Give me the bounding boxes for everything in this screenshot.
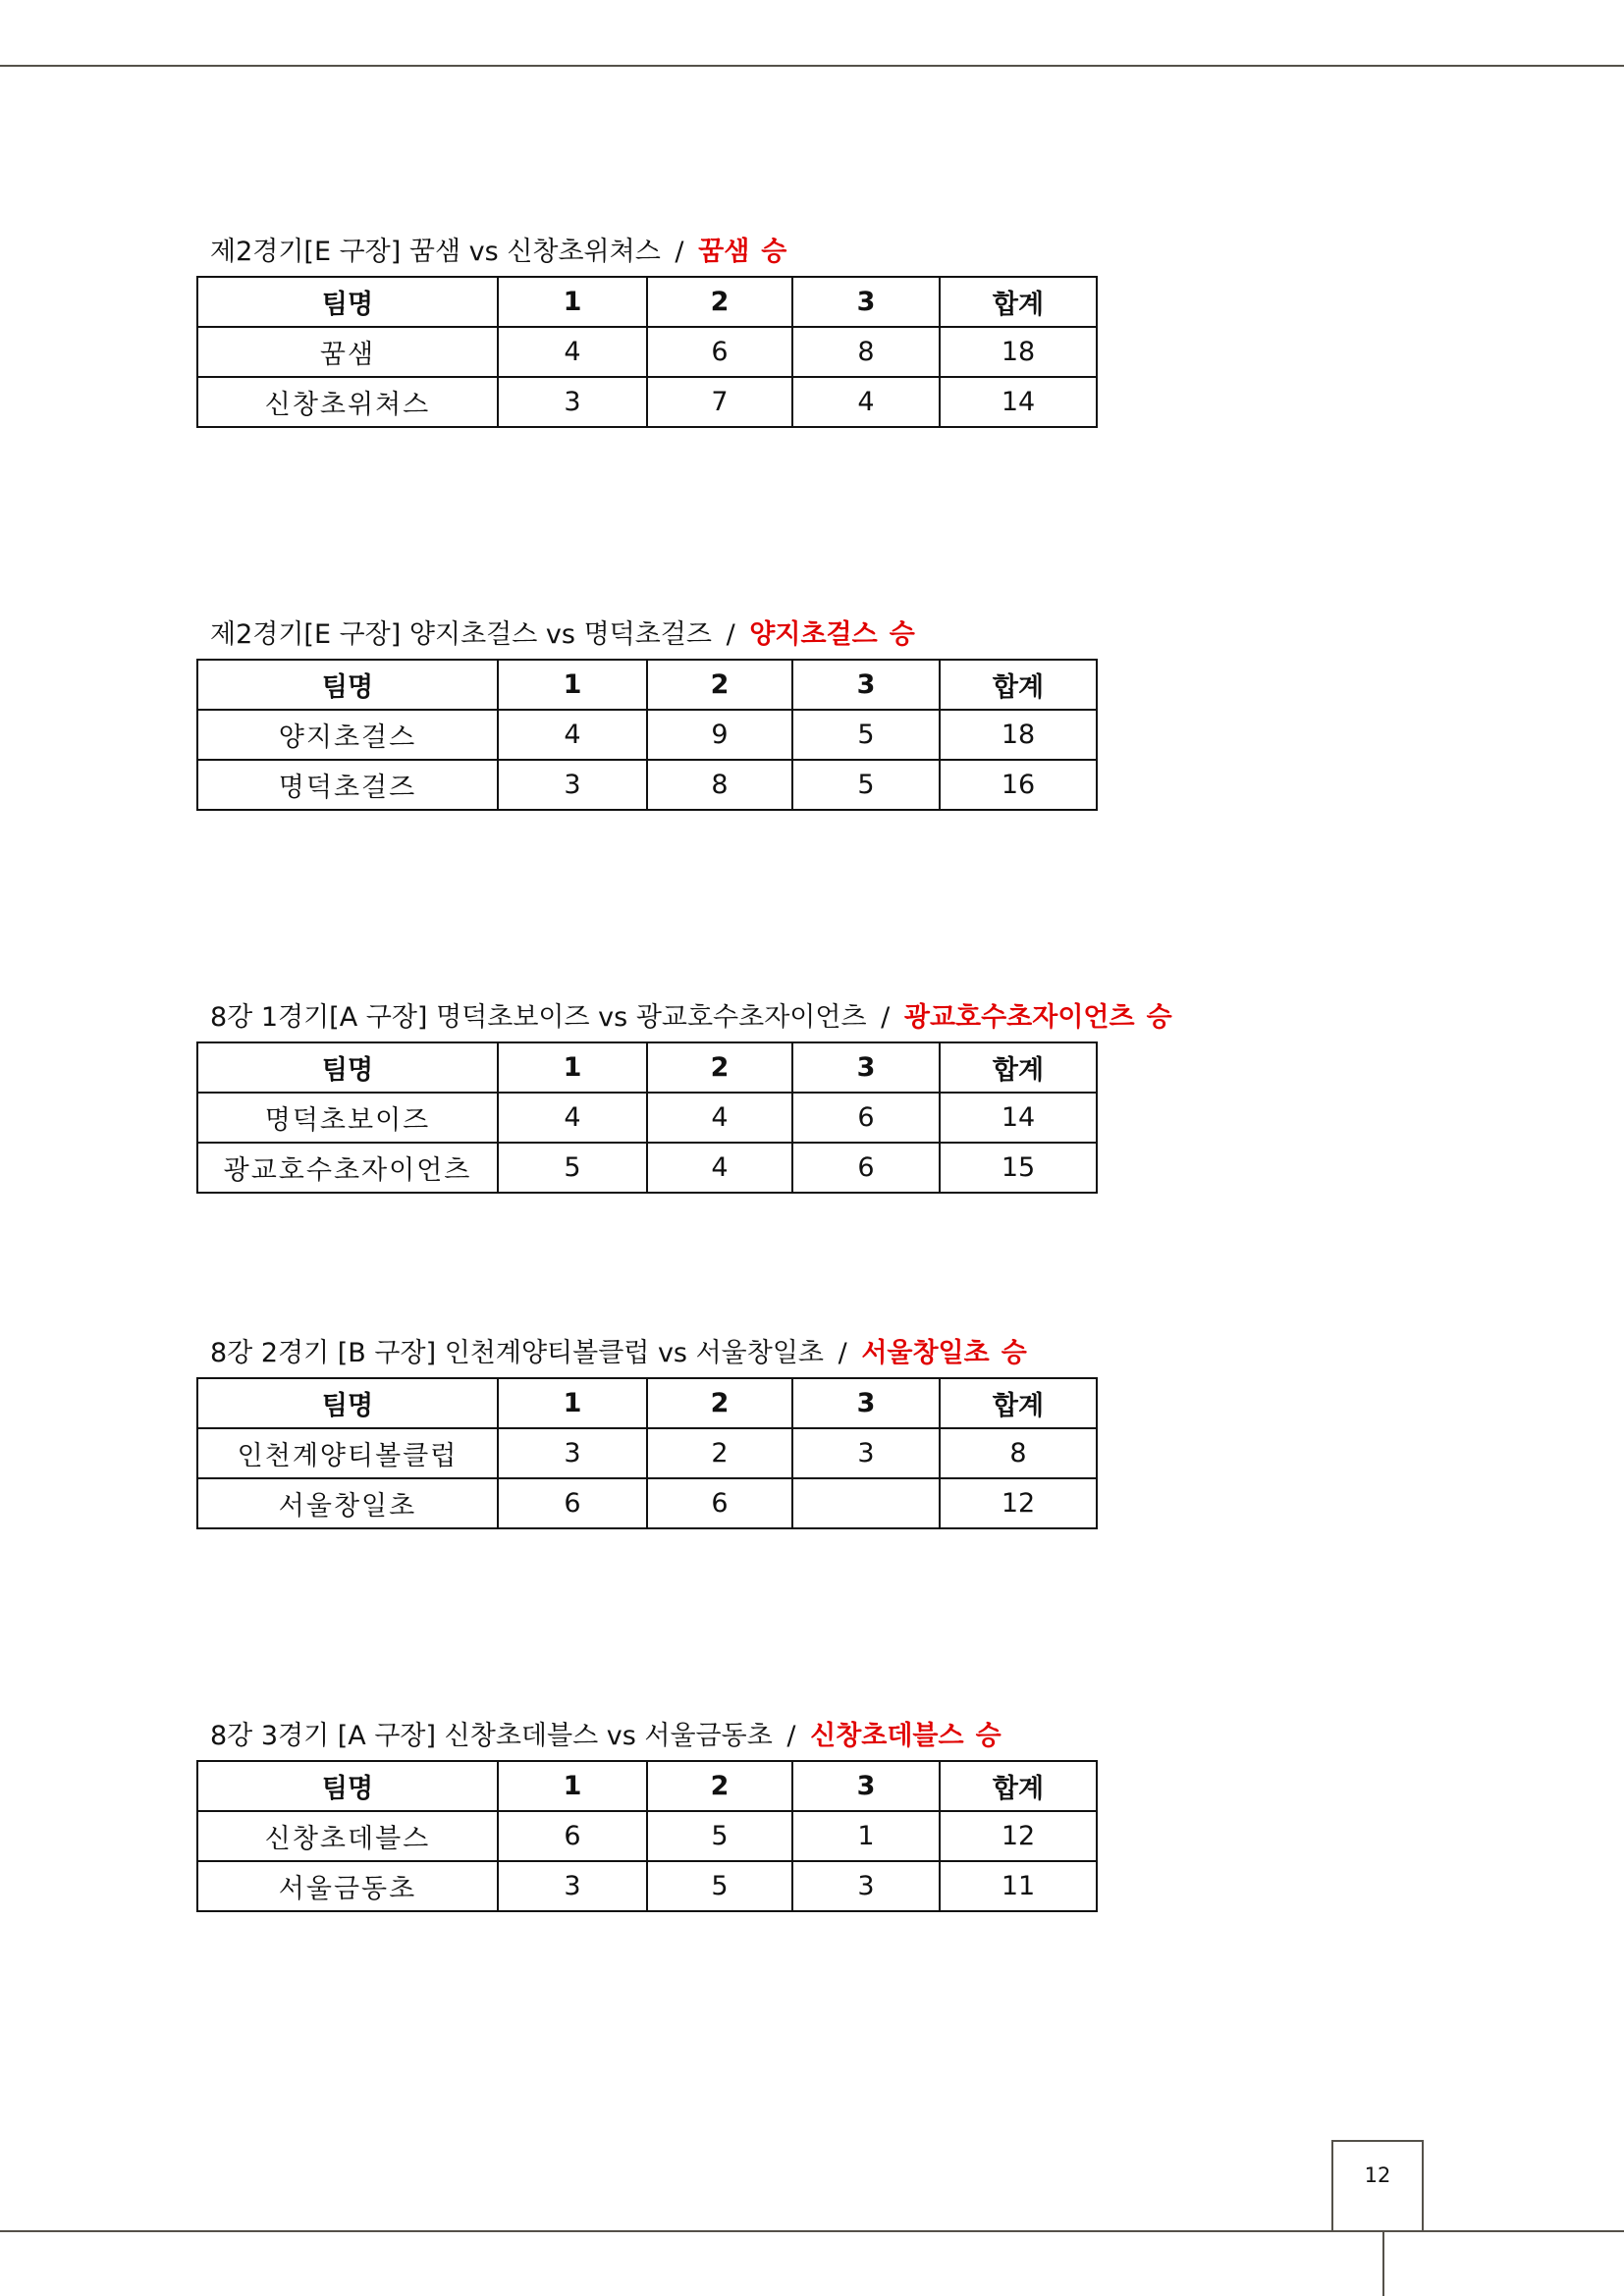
score-cell: 6	[792, 1143, 940, 1193]
header-team: 팀명	[197, 1042, 498, 1093]
score-cell: 6	[498, 1811, 647, 1861]
total-cell: 12	[940, 1811, 1097, 1861]
score-cell: 1	[792, 1811, 940, 1861]
win-label: 승	[975, 1721, 1001, 1751]
header-inning-3: 3	[792, 660, 940, 710]
team-cell: 광교호수초자이언츠	[197, 1143, 498, 1193]
header-team: 팀명	[197, 1761, 498, 1811]
header-inning-2: 2	[647, 277, 792, 327]
header-inning-2: 2	[647, 1378, 792, 1428]
score-cell: 5	[647, 1811, 792, 1861]
separator: /	[786, 1721, 796, 1751]
score-cell: 8	[792, 327, 940, 377]
total-cell: 12	[940, 1478, 1097, 1528]
team-cell: 꿈샘	[197, 327, 498, 377]
score-cell: 5	[498, 1143, 647, 1193]
score-cell: 6	[792, 1093, 940, 1143]
total-cell: 14	[940, 1093, 1097, 1143]
score-cell: 5	[792, 710, 940, 760]
team-cell: 서울금동초	[197, 1861, 498, 1911]
team-a-name: 신창초데블스	[444, 1721, 599, 1751]
score-cell: 4	[647, 1093, 792, 1143]
win-label: 승	[1146, 1002, 1172, 1033]
header-inning-1: 1	[498, 660, 647, 710]
team-a-name: 꿈샘	[408, 237, 461, 267]
header-inning-1: 1	[498, 1761, 647, 1811]
total-cell: 11	[940, 1861, 1097, 1911]
table-row	[197, 377, 1097, 427]
total-cell: 15	[940, 1143, 1097, 1193]
score-cell: 3	[498, 1861, 647, 1911]
page-number-box	[1331, 2140, 1424, 2232]
total-cell: 16	[940, 760, 1097, 810]
table-header-row	[197, 660, 1097, 710]
score-cell: 4	[498, 1093, 647, 1143]
match-result	[698, 237, 786, 267]
winner-name: 신창초데블스	[810, 1721, 964, 1751]
score-cell: 5	[792, 760, 940, 810]
team-cell: 신창초위쳐스	[197, 377, 498, 427]
score-table	[196, 659, 1098, 811]
match-section	[196, 1337, 1098, 1529]
score-cell: 5	[647, 1861, 792, 1911]
table-row	[197, 1478, 1097, 1528]
team-cell: 명덕초보이즈	[197, 1093, 498, 1143]
table-row	[197, 760, 1097, 810]
team-cell: 명덕초걸즈	[197, 760, 498, 810]
team-cell: 양지초걸스	[197, 710, 498, 760]
win-label: 승	[761, 237, 787, 267]
vs-text: vs	[606, 1721, 636, 1751]
vs-text: vs	[657, 1338, 687, 1368]
match-title	[210, 236, 1098, 269]
match-title	[210, 618, 1098, 652]
vs-text: vs	[468, 237, 499, 267]
separator: /	[675, 237, 684, 267]
header-inning-2: 2	[647, 1042, 792, 1093]
header-total: 합계	[940, 1378, 1097, 1428]
winner-name: 양지초걸스	[749, 619, 878, 650]
score-cell: 4	[498, 710, 647, 760]
score-cell: 3	[498, 1428, 647, 1478]
team-b-name: 서울금동초	[644, 1721, 773, 1751]
team-b-name: 신창초위쳐스	[507, 237, 661, 267]
score-cell: 3	[792, 1428, 940, 1478]
header-total: 합계	[940, 660, 1097, 710]
score-table	[196, 276, 1098, 428]
score-cell: 4	[498, 327, 647, 377]
score-cell: 8	[647, 760, 792, 810]
match-title	[210, 1720, 1098, 1753]
score-cell: 3	[498, 760, 647, 810]
table-header-row	[197, 1761, 1097, 1811]
table-row	[197, 1861, 1097, 1911]
table-row	[197, 1143, 1097, 1193]
top-rule	[0, 65, 1624, 67]
match-result	[810, 1721, 1001, 1751]
match-label: 제2경기[E 구장]	[210, 619, 402, 650]
header-team: 팀명	[197, 660, 498, 710]
header-team: 팀명	[197, 277, 498, 327]
table-header-row	[197, 1378, 1097, 1428]
match-title	[210, 1001, 1172, 1035]
header-inning-3: 3	[792, 277, 940, 327]
table-header-row	[197, 277, 1097, 327]
score-cell: 2	[647, 1428, 792, 1478]
team-cell: 신창초데블스	[197, 1811, 498, 1861]
header-total: 합계	[940, 1042, 1097, 1093]
team-b-name: 서울창일초	[695, 1338, 825, 1368]
header-inning-3: 3	[792, 1042, 940, 1093]
winner-name: 꿈샘	[698, 237, 750, 267]
total-cell: 14	[940, 377, 1097, 427]
header-inning-2: 2	[647, 660, 792, 710]
score-cell: 3	[498, 377, 647, 427]
team-a-name: 양지초걸스	[408, 619, 538, 650]
match-result	[749, 619, 915, 650]
score-table	[196, 1377, 1098, 1529]
table-row	[197, 327, 1097, 377]
match-label: 8강 3경기 [A 구장]	[210, 1721, 437, 1751]
total-cell: 18	[940, 327, 1097, 377]
page-number: 12	[1364, 2163, 1391, 2187]
total-cell: 18	[940, 710, 1097, 760]
score-cell: 4	[792, 377, 940, 427]
header-inning-2: 2	[647, 1761, 792, 1811]
team-cell: 서울창일초	[197, 1478, 498, 1528]
win-label: 승	[889, 619, 915, 650]
separator: /	[838, 1338, 847, 1368]
header-inning-1: 1	[498, 277, 647, 327]
total-cell: 8	[940, 1428, 1097, 1478]
header-total: 합계	[940, 1761, 1097, 1811]
table-row	[197, 1428, 1097, 1478]
match-result	[861, 1338, 1027, 1368]
team-a-name: 명덕초보이즈	[436, 1002, 590, 1033]
vs-text: vs	[598, 1002, 628, 1033]
header-inning-1: 1	[498, 1378, 647, 1428]
header-total: 합계	[940, 277, 1097, 327]
page-number-stem	[1382, 2232, 1384, 2296]
winner-name: 광교호수초자이언츠	[903, 1002, 1135, 1033]
match-section	[196, 1720, 1098, 1912]
score-cell: 6	[647, 1478, 792, 1528]
score-table	[196, 1760, 1098, 1912]
match-label: 8강 2경기 [B 구장]	[210, 1338, 437, 1368]
team-b-name: 광교호수초자이언츠	[635, 1002, 867, 1033]
match-section	[196, 236, 1098, 428]
score-cell: 9	[647, 710, 792, 760]
match-title	[210, 1337, 1098, 1370]
header-inning-3: 3	[792, 1761, 940, 1811]
header-team: 팀명	[197, 1378, 498, 1428]
score-cell	[792, 1478, 940, 1528]
separator: /	[881, 1002, 891, 1033]
vs-text: vs	[545, 619, 575, 650]
match-result	[904, 1002, 1172, 1033]
separator: /	[726, 619, 735, 650]
score-cell: 3	[792, 1861, 940, 1911]
score-cell: 6	[647, 327, 792, 377]
team-a-name: 인천계양티볼클럽	[444, 1338, 650, 1368]
table-row	[197, 710, 1097, 760]
score-cell: 4	[647, 1143, 792, 1193]
match-label: 제2경기[E 구장]	[210, 237, 402, 267]
table-row	[197, 1093, 1097, 1143]
team-b-name: 명덕초걸즈	[583, 619, 712, 650]
team-cell: 인천계양티볼클럽	[197, 1428, 498, 1478]
match-section	[196, 1001, 1172, 1194]
header-inning-3: 3	[792, 1378, 940, 1428]
table-row	[197, 1811, 1097, 1861]
winner-name: 서울창일초	[861, 1338, 990, 1368]
score-cell: 6	[498, 1478, 647, 1528]
score-cell: 7	[647, 377, 792, 427]
score-table	[196, 1041, 1098, 1194]
table-header-row	[197, 1042, 1097, 1093]
match-label: 8강 1경기[A 구장]	[210, 1002, 428, 1033]
win-label: 승	[1001, 1338, 1027, 1368]
header-inning-1: 1	[498, 1042, 647, 1093]
match-section	[196, 618, 1098, 811]
